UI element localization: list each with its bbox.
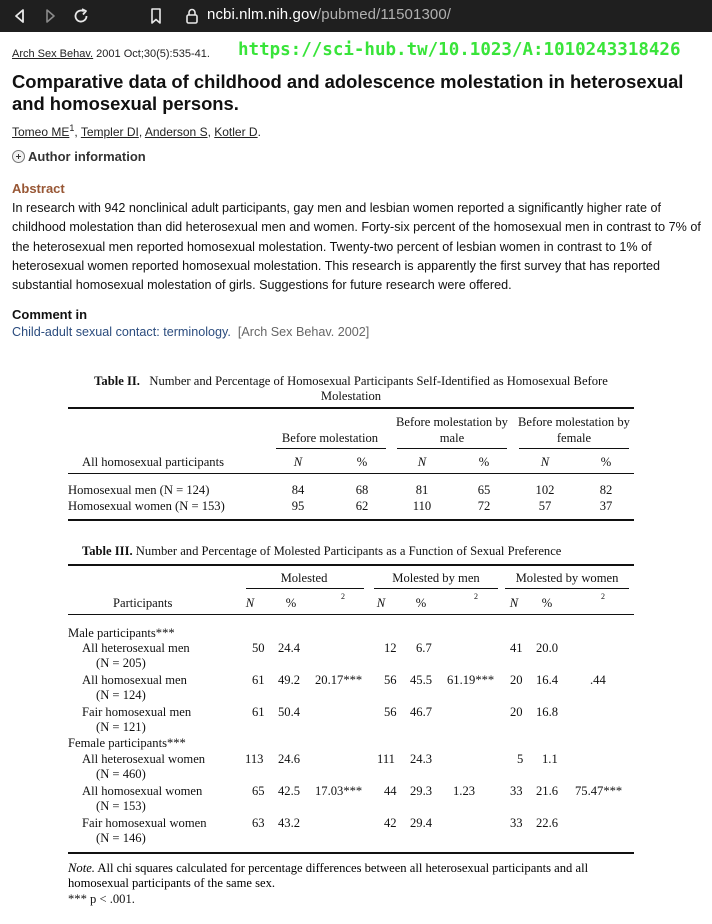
table3-group-header: Molested by men bbox=[392, 571, 480, 585]
abstract-heading: Abstract bbox=[12, 181, 65, 196]
table3-cell: 46.7 bbox=[410, 705, 433, 719]
table2-group-header: Before molestation by female bbox=[518, 415, 630, 445]
table2-cell: 110 bbox=[412, 499, 432, 513]
table3-cell: 43.2 bbox=[278, 816, 301, 830]
table3-row-name: Fair homosexual men bbox=[82, 705, 192, 719]
table3-cell: 20 bbox=[510, 705, 523, 719]
back-icon[interactable] bbox=[10, 6, 30, 26]
table3-col-chi: 2 bbox=[341, 592, 345, 601]
table3-group-header: Molested by women bbox=[515, 571, 619, 585]
table3-row-name: All heterosexual women bbox=[82, 752, 206, 766]
address-bar[interactable] bbox=[207, 6, 451, 23]
table3-cell: 17.03*** bbox=[315, 784, 363, 798]
table2-caption bbox=[68, 374, 634, 404]
bookmark-icon[interactable] bbox=[146, 6, 166, 26]
browser-toolbar bbox=[0, 0, 712, 32]
table3-cell: 61.19*** bbox=[447, 673, 495, 687]
table3-cell: 16.4 bbox=[536, 673, 559, 687]
table3-cell: 75.47*** bbox=[575, 784, 623, 798]
table3-top-rule bbox=[68, 564, 634, 566]
table2-col-pct: % bbox=[600, 455, 612, 469]
table3-row-n: (N = 205) bbox=[96, 656, 146, 670]
table3-bottom-rule bbox=[68, 852, 634, 854]
table3-cell: 29.3 bbox=[410, 784, 433, 798]
table3-col-pct: % bbox=[285, 596, 297, 610]
note-text: All chi squares calculated for percentage differences between all heterosexual participants and all homosexual participants of the same sex. bbox=[68, 861, 589, 890]
table3-cell: 1.1 bbox=[542, 752, 558, 766]
table3-row-n: (N = 121) bbox=[96, 720, 146, 734]
journal-link[interactable]: Arch Sex Behav. bbox=[12, 48, 94, 60]
author-link[interactable]: Kotler D bbox=[214, 125, 258, 139]
table3-group-rule bbox=[505, 588, 629, 589]
table3-cell: 5 bbox=[517, 752, 524, 766]
table3-cell: 44 bbox=[384, 784, 397, 798]
table3-group-header: Molested bbox=[280, 571, 328, 585]
author-info-label: Author information bbox=[28, 149, 146, 164]
table3-cell: 56 bbox=[384, 673, 397, 687]
table3-cell: 33 bbox=[510, 784, 523, 798]
author-list: Tomeo $ME^1$, Templer DI, Anderson S, Kotler D. bbox=[12, 123, 261, 139]
note-label: Note. bbox=[68, 861, 95, 875]
article-title: Comparative data of childhood and adolescence molestation in heterosexual and homosexual persons. bbox=[12, 71, 684, 114]
table3-cell: 29.4 bbox=[410, 816, 433, 830]
table3-cell: 22.6 bbox=[536, 816, 559, 830]
table3-row-name: All heterosexual men bbox=[82, 641, 190, 655]
table3-cell: 41 bbox=[510, 641, 523, 655]
url-host: ncbi.nlm.nih.gov bbox=[207, 6, 317, 23]
table3-cell: 65 bbox=[252, 784, 265, 798]
table3-cell: 24.6 bbox=[278, 752, 301, 766]
table3-cell: 61 bbox=[252, 705, 265, 719]
table3-col-chi: 2 bbox=[601, 592, 605, 601]
table2-top-rule bbox=[68, 407, 634, 409]
table3-cell: 24.4 bbox=[278, 641, 301, 655]
table3-female-heading: Female participants*** bbox=[68, 736, 186, 750]
lock-icon bbox=[182, 6, 202, 26]
comment-meta: [Arch Sex Behav. 2002] bbox=[237, 325, 370, 339]
table3-cell: 20.0 bbox=[536, 641, 559, 655]
table3-col-n: N bbox=[509, 596, 519, 610]
table2-col-n: N bbox=[293, 455, 303, 469]
table3-cell: 111 bbox=[377, 752, 395, 766]
table2-cell: 72 bbox=[477, 499, 491, 513]
table2-col-n: N bbox=[540, 455, 550, 469]
table3-cell: 50 bbox=[252, 641, 265, 655]
table3-row-n: (N = 146) bbox=[96, 831, 146, 845]
scihub-link: https://sci-hub.tw/10.1023/A:1010243318426 bbox=[238, 40, 681, 60]
table2-caption-text: Number and Percentage of Homosexual Participants Self-Identified as Homosexual Before Molestation bbox=[149, 374, 608, 403]
table3-cell: 63 bbox=[252, 816, 265, 830]
table3-cell: 42 bbox=[384, 816, 397, 830]
table3-row-n: (N = 460) bbox=[96, 767, 146, 781]
table3-col-chi: 2 bbox=[474, 592, 478, 601]
table2-label: Table II. bbox=[94, 374, 140, 388]
comment-heading: Comment in bbox=[12, 307, 88, 322]
table3-note bbox=[68, 861, 648, 891]
table2-cell: 37 bbox=[599, 499, 613, 513]
author-info-toggle[interactable] bbox=[12, 149, 146, 164]
table3-group-rule bbox=[246, 588, 364, 589]
table3-cell: 20.17*** bbox=[315, 673, 363, 687]
table3-cell: 12 bbox=[384, 641, 397, 655]
table3-cell: 61 bbox=[252, 673, 265, 687]
table2-cell: 65 bbox=[477, 483, 491, 497]
table2-bottom-rule bbox=[68, 519, 634, 521]
table3-caption-text: Number and Percentage of Molested Participants as a Function of Sexual Preference bbox=[135, 544, 562, 558]
table2-cell: 82 bbox=[599, 483, 613, 497]
table2-cell: 81 bbox=[415, 483, 429, 497]
table2-group-rule bbox=[519, 448, 629, 449]
table3-label: Table III. bbox=[82, 544, 133, 558]
table3-row-n: (N = 153) bbox=[96, 799, 146, 813]
table3-sig-note: *** p < .001. bbox=[68, 892, 135, 906]
table2-col-pct: % bbox=[356, 455, 368, 469]
table3-row-n: (N = 124) bbox=[96, 688, 146, 702]
table3-col-pct: % bbox=[415, 596, 427, 610]
table3-row-name: All homosexual men bbox=[82, 673, 187, 687]
table3-cell: 1.23 bbox=[453, 784, 476, 798]
table2-cell: 95 bbox=[291, 499, 305, 513]
table2-cell: 102 bbox=[535, 483, 555, 497]
table2-group-rule bbox=[397, 448, 507, 449]
reload-icon[interactable] bbox=[71, 6, 91, 26]
table2-cell: 68 bbox=[355, 483, 369, 497]
table3-group-rule bbox=[374, 588, 498, 589]
table3-cell: 21.6 bbox=[536, 784, 559, 798]
table2-cell: 62 bbox=[355, 499, 369, 513]
table3-cell: 113 bbox=[245, 752, 264, 766]
table3-header-rule bbox=[68, 614, 634, 615]
table3-cell: 45.5 bbox=[410, 673, 433, 687]
table3-cell: 24.3 bbox=[410, 752, 433, 766]
url-path: /pubmed/11501300/ bbox=[317, 6, 452, 23]
table3-row-name: All homosexual women bbox=[82, 784, 203, 798]
forward-icon[interactable] bbox=[40, 6, 60, 26]
table2-col-pct: % bbox=[478, 455, 490, 469]
abstract-text: In research with 942 nonclinical adult participants, gay men and lesbian women reported a significantly higher rate of childhood molestation than did heterosexual men and women. Forty-six percent of the homosexual men in contrast to 7% of the heterosexual men reported homosexual molestation. Twenty-two percent of lesbian women in contrast to 1% of heterosexual women reported homosexual molestation. This research is apparently the first survey that has reported substantial homosexual molestation of girls. Suggestions for future research were offered. bbox=[12, 201, 701, 293]
table2-row-label: Homosexual men (N = 124) bbox=[68, 483, 210, 497]
comment-entry bbox=[12, 325, 369, 339]
author-link[interactable]: Templer DI bbox=[80, 125, 139, 139]
table2-row-header: All homosexual participants bbox=[82, 455, 224, 469]
table3-col-participants: Participants bbox=[113, 596, 173, 610]
comment-link[interactable]: Child-adult sexual contact: terminology. bbox=[12, 325, 231, 339]
table2-group-header: Before molestation by male bbox=[396, 415, 508, 445]
table2-header-rule bbox=[68, 473, 634, 474]
expand-plus-icon bbox=[12, 150, 25, 163]
author-affiliation-sup: 1 bbox=[69, 123, 75, 133]
citation bbox=[12, 48, 210, 60]
table3-cell: 49.2 bbox=[278, 673, 301, 687]
author-link[interactable]: Anderson S bbox=[144, 125, 208, 139]
table2-group-header: Before molestation bbox=[281, 431, 379, 445]
table3-cell: 16.8 bbox=[536, 705, 559, 719]
table3-col-n: N bbox=[376, 596, 386, 610]
table3-cell: 20 bbox=[510, 673, 523, 687]
author-link[interactable]: Tomeo ME bbox=[12, 125, 70, 139]
table3-cell: 6.7 bbox=[416, 641, 432, 655]
table3-col-n: N bbox=[245, 596, 255, 610]
table3-male-heading: Male participants*** bbox=[68, 626, 175, 640]
table3-col-pct: % bbox=[541, 596, 553, 610]
table3-cell: 33 bbox=[510, 816, 523, 830]
table3-cell: 50.4 bbox=[278, 705, 301, 719]
table2-col-n: N bbox=[417, 455, 427, 469]
table2-row-label: Homosexual women (N = 153) bbox=[68, 499, 225, 513]
table2-group-rule bbox=[276, 448, 386, 449]
table3-cell: 42.5 bbox=[278, 784, 301, 798]
table3-caption bbox=[82, 544, 561, 559]
table2-cell: 57 bbox=[538, 499, 552, 513]
table3-cell: 56 bbox=[384, 705, 397, 719]
citation-details: 2001 Oct;30(5):535-41. bbox=[93, 48, 210, 60]
table3-row-name: Fair homosexual women bbox=[82, 816, 207, 830]
table2-cell: 84 bbox=[291, 483, 305, 497]
table3-cell: .44 bbox=[590, 673, 606, 687]
